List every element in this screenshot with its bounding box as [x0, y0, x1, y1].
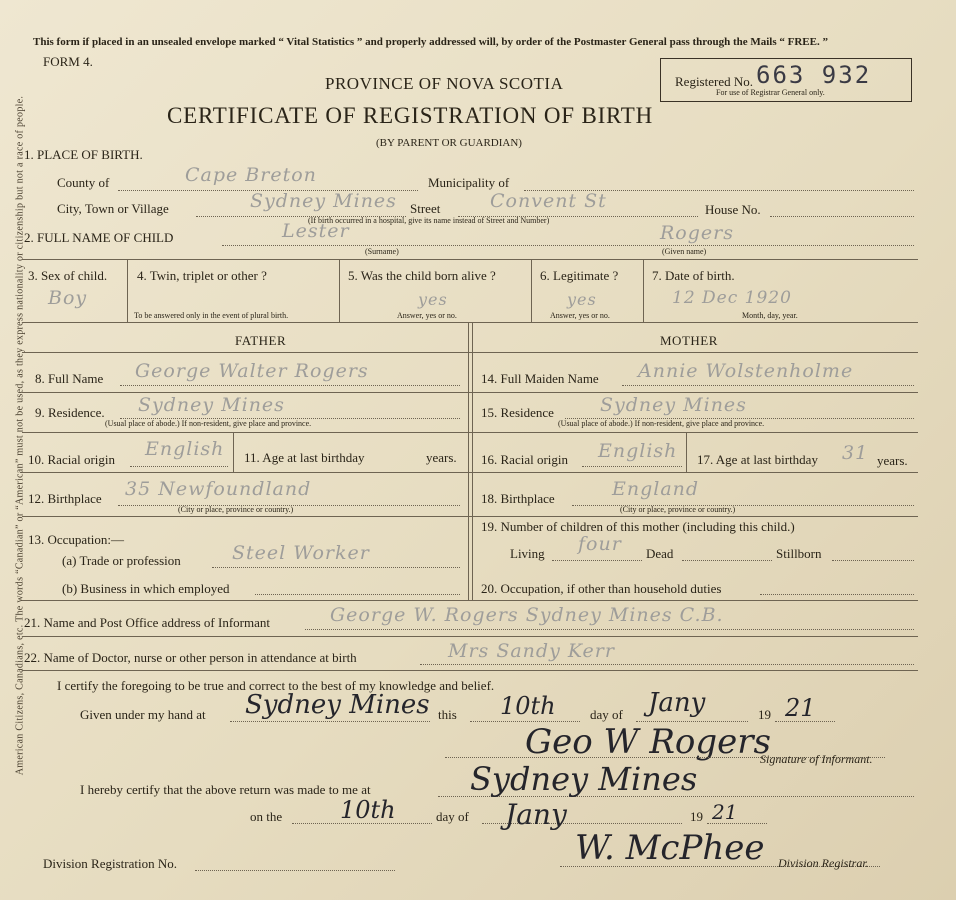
division-no-label: Division Registration No. — [43, 856, 177, 871]
mother-residence-value: Sydney Mines — [600, 394, 747, 416]
legitimate-label: 6. Legitimate ? — [540, 268, 619, 283]
dob-note: Month, day, year. — [742, 311, 798, 320]
sex-label: 3. Sex of child. — [28, 268, 108, 283]
dob-value: 12 Dec 1920 — [672, 288, 792, 308]
father-racial-label: 10. Racial origin — [28, 452, 116, 467]
registrar-year-prefix: 19 — [690, 809, 703, 824]
father-birthplace-label: 12. Birthplace — [28, 491, 102, 506]
mother-children-label: 19. Number of children of this mother (including this child.) — [481, 519, 795, 534]
father-residence-note: (Usual place of abode.) If non-resident, give place and province. — [105, 419, 312, 428]
born-alive-label: 5. Was the child born alive ? — [348, 268, 496, 283]
mother-age-value: 31 — [842, 442, 869, 464]
county-label: County of — [57, 175, 110, 190]
on-the-label: on the — [250, 809, 283, 824]
child-given-name: Lester — [282, 220, 350, 242]
street-value: Convent St — [490, 190, 607, 212]
mother-age-label: 17. Age at last birthday — [697, 452, 818, 467]
father-name-label: 8. Full Name — [35, 371, 104, 386]
born-alive-note: Answer, yes or no. — [397, 311, 457, 320]
house-number-label: House No. — [705, 202, 761, 217]
informant-value: George W. Rogers Sydney Mines C.B. — [330, 604, 724, 626]
certificate-title: CERTIFICATE OF REGISTRATION OF BIRTH — [167, 103, 654, 128]
sex-value: Boy — [48, 287, 88, 309]
living-value: four — [578, 533, 622, 555]
county-value: Cape Breton — [185, 164, 317, 186]
registrar-signature: W. McPhee — [575, 828, 765, 868]
mother-age-unit: years. — [877, 453, 908, 468]
father-residence-label: 9. Residence. — [35, 405, 105, 420]
given-name-caption: (Given name) — [662, 247, 707, 256]
father-trade-value: Steel Worker — [232, 542, 370, 564]
informant-signature-label: Signature of Informant. — [760, 752, 873, 766]
municipality-label: Municipality of — [428, 175, 510, 190]
mother-residence-label: 15. Residence — [481, 405, 554, 420]
province-heading: PROVINCE OF NOVA SCOTIA — [325, 74, 564, 93]
mother-racial-value: English — [598, 440, 678, 462]
living-label: Living — [510, 546, 545, 561]
city-value: Sydney Mines — [250, 190, 397, 212]
mother-occupation-label: 20. Occupation, if other than household duties — [481, 581, 722, 596]
registrar-place-value: Sydney Mines — [470, 760, 698, 798]
mother-name-value: Annie Wolstenholme — [638, 360, 854, 382]
mother-birthplace-value: England — [612, 478, 700, 500]
born-alive-value: yes — [418, 290, 448, 309]
mother-name-label: 14. Full Maiden Name — [481, 371, 599, 386]
father-occupation-label: 13. Occupation:— — [28, 532, 125, 547]
given-year-prefix: 19 — [758, 707, 771, 722]
registrar-year-value: 21 — [712, 800, 738, 824]
father-heading: FATHER — [235, 333, 287, 348]
dob-label: 7. Date of birth. — [652, 268, 735, 283]
registrar-note: For use of Registrar General only. — [716, 88, 825, 97]
father-name-value: George Walter Rogers — [135, 360, 369, 382]
twin-note: To be answered only in the event of plural birth. — [134, 311, 289, 320]
registered-label: Registered No. — [675, 74, 753, 89]
father-business-label: (b) Business in which employed — [62, 581, 230, 596]
informant-label: 21. Name and Post Office address of Informant — [24, 615, 270, 630]
informant-signature: Geo W Rogers — [525, 722, 771, 762]
form-number: FORM 4. — [43, 54, 93, 69]
certificate-subtitle: (BY PARENT OR GUARDIAN) — [376, 137, 522, 149]
certify-statement: I certify the foregoing to be true and correct to the best of my knowledge and belief. — [57, 678, 495, 693]
division-registrar-label: Division Registrar. — [778, 856, 869, 870]
registrar-month-value: Jany — [505, 798, 567, 831]
given-month-value: Jany — [648, 688, 706, 718]
father-trade-label: (a) Trade or profession — [62, 553, 181, 568]
dead-label: Dead — [646, 546, 674, 561]
stillborn-label: Stillborn — [776, 546, 822, 561]
given-under-label: Given under my hand at — [80, 707, 206, 722]
father-birthplace-value: 35 Newfoundland — [125, 478, 312, 500]
twin-label: 4. Twin, triplet or other ? — [137, 268, 267, 283]
surname-caption: (Surname) — [365, 247, 399, 256]
registered-number-box — [660, 58, 912, 102]
registrar-statement: I hereby certify that the above return was made to me at — [80, 782, 371, 797]
legitimate-note: Answer, yes or no. — [550, 311, 610, 320]
hospital-note: (If birth occurred in a hospital, give its name instead of Street and Number) — [308, 216, 550, 225]
father-age-label: 11. Age at last birthday — [244, 450, 365, 465]
mail-note: This form if placed in an unsealed envelope marked “ Vital Statistics ” and properly addressed will, by order of the Postmaster General pass through the Mails “ FREE. ” — [33, 36, 828, 48]
mother-birthplace-label: 18. Birthplace — [481, 491, 555, 506]
father-racial-value: English — [145, 438, 225, 460]
mother-racial-label: 16. Racial origin — [481, 452, 569, 467]
father-age-unit: years. — [426, 450, 457, 465]
given-year-value: 21 — [785, 694, 816, 722]
mother-residence-note: (Usual place of abode.) If non-resident, give place and province. — [558, 419, 765, 428]
registrar-day-of-label: day of — [436, 809, 469, 824]
side-note: American Citizens, Canadians, etc. The words “Canadian” or “American” must not be used, as they express nationality or citizenship but not a race of people. — [14, 95, 26, 776]
city-label: City, Town or Village — [57, 201, 169, 216]
child-name-label: 2. FULL NAME OF CHILD — [24, 230, 174, 245]
given-day-of-label: day of — [590, 707, 623, 722]
father-birthplace-note: (City or place, province or country.) — [178, 505, 294, 514]
child-surname: Rogers — [660, 222, 734, 244]
legitimate-value: yes — [567, 290, 597, 309]
doctor-label: 22. Name of Doctor, nurse or other person in attendance at birth — [24, 650, 357, 665]
registered-number: 663 932 — [756, 61, 872, 89]
this-label: this — [438, 707, 457, 722]
given-day-value: 10th — [500, 692, 556, 720]
registrar-day-value: 10th — [340, 796, 396, 824]
given-place-value: Sydney Mines — [245, 690, 430, 720]
street-label: Street — [410, 201, 441, 216]
mother-heading: MOTHER — [660, 333, 718, 348]
doctor-value: Mrs Sandy Kerr — [448, 640, 615, 662]
place-of-birth-label: 1. PLACE OF BIRTH. — [24, 147, 143, 162]
father-residence-value: Sydney Mines — [138, 394, 285, 416]
mother-birthplace-note: (City or place, province or country.) — [620, 505, 736, 514]
